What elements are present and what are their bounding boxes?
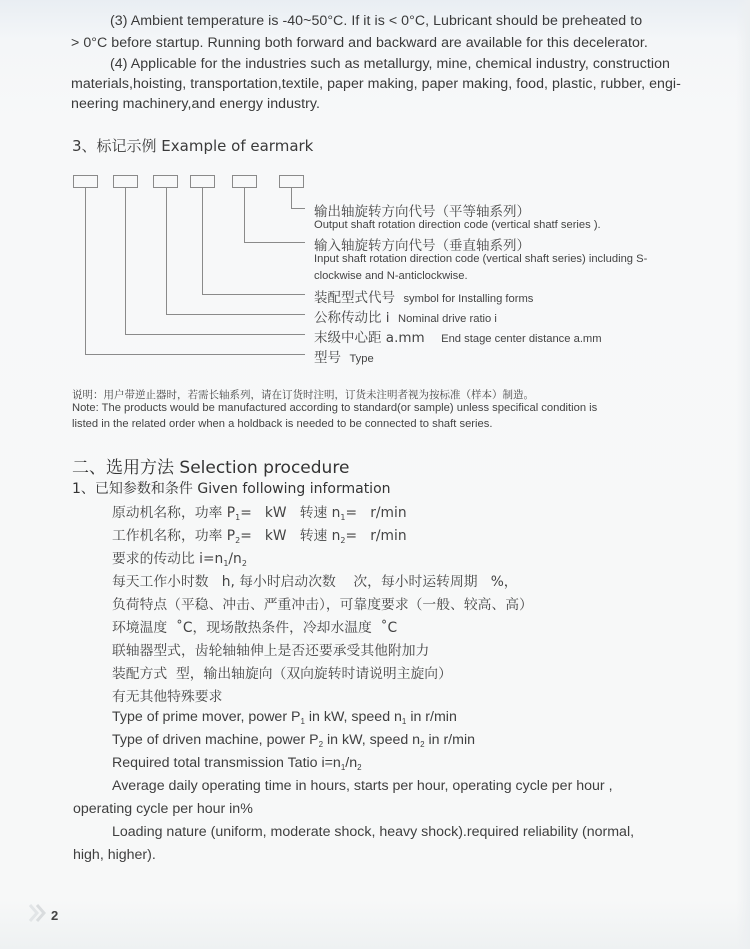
paragraph-3-line-1: (3) Ambient temperature is -40~50°C. If it is < 0°C, Lubricant should be preheated to (110, 13, 643, 29)
label-installing-en: symbol for Installing forms (403, 293, 534, 305)
subscript: 2 (340, 536, 346, 545)
given-line-load-cn: 负荷特点（平稳、冲击、严重冲击），可靠度要求（一般、较高、高） (112, 597, 533, 613)
given-line-load-en-line-1: Loading nature (uniform, moderate shock, heavy shock).required reliability (normal, (112, 824, 635, 840)
subscript: 2 (420, 740, 425, 749)
subscript: 2 (241, 559, 247, 568)
code-box-3 (154, 176, 178, 188)
label-distance-cn: 末级中心距 a.mm (314, 330, 425, 346)
text: Type of driven machine, power P (112, 732, 319, 748)
text: = r/min (345, 528, 407, 544)
paragraph-3-line-2: > 0°C before startup. Running both forward and backward are available for this decelerator. (71, 35, 648, 51)
paragraph-4-line-2: materials,hoisting, transportation,textile, paper making, paper making, food, plastic, rubber, engi- (71, 76, 681, 92)
given-line-ratio-en (112, 755, 362, 771)
leader-line-type (86, 188, 306, 355)
label-output-cn: 输出轴旋转方向代号（平等轴系列） (314, 204, 530, 220)
text: 工作机名称，功率 P (112, 528, 236, 544)
text: 原动机名称，功率 P (112, 505, 236, 521)
label-type-cn: 型号 (314, 350, 341, 366)
label-distance-en: End stage center distance a.mm (441, 333, 602, 345)
paragraph-4-line-1: (4) Applicable for the industries such as metallurgy, mine, chemical industry, construction (110, 56, 670, 72)
subscript: 2 (235, 536, 241, 545)
subscript: 1 (340, 763, 346, 772)
earmark-heading: 3、标记示例 Example of earmark (72, 137, 314, 155)
code-box-6 (280, 176, 304, 188)
given-line-ratio-cn (112, 547, 247, 567)
given-line-special-cn: 有无其他特殊要求 (112, 689, 223, 705)
text: in r/min (424, 732, 475, 748)
text: = kW 转速 n (240, 528, 341, 544)
given-line-prime-mover-cn (112, 501, 407, 521)
page-number: 2 (51, 908, 59, 923)
selection-heading: 二、选用方法 Selection procedure (72, 458, 350, 478)
code-box-2 (114, 176, 138, 188)
paragraph-4-line-3: neering machinery,and energy industry. (71, 96, 321, 112)
text: in kW, speed n (304, 709, 402, 725)
text: 要求的传动比 i=n (112, 551, 224, 567)
label-ratio (314, 306, 497, 327)
text: = r/min (345, 505, 407, 521)
given-line-driven-machine-en (112, 732, 475, 748)
note-cn: 说明：用户带逆止器时，若需长轴系列，请在订货时注明，订货未注明者视为按标准（样本）制造。 (72, 389, 534, 401)
label-input-en-line-1: Input shaft rotation direction code (vertical shaft series) including S- (314, 253, 648, 265)
given-line-assembly-cn: 装配方式 型，输出轴旋向（双向旋转时请说明主旋向） (112, 666, 452, 682)
given-line-coupling-cn: 联轴器型式，齿轮轴轴伸上是否还要承受其他附加力 (112, 643, 430, 659)
code-box-5 (233, 176, 257, 188)
text: = kW 转速 n (240, 505, 341, 521)
given-line-prime-mover-en (112, 709, 457, 725)
text: Required total transmission Tatio i=n (112, 755, 341, 771)
label-installing (314, 286, 533, 307)
given-line-hours-en-line-1: Average daily operating time in hours, starts per hour, operating cycle per hour , (112, 778, 613, 794)
subscript: 1 (300, 717, 305, 726)
text: /n (345, 755, 358, 771)
text: /n (228, 551, 242, 567)
text: in kW, speed n (323, 732, 421, 748)
subscript: 2 (357, 763, 362, 772)
note-en-line-1: Note: The products would be manufactured according to standard(or sample) unless specifical condition is (72, 402, 598, 414)
label-ratio-en: Nominal drive ratio i (398, 313, 497, 325)
label-type (314, 346, 374, 367)
label-input-en-line-2: clockwise and N-anticlockwise. (314, 270, 468, 282)
leader-line-output (292, 188, 306, 209)
label-type-en: Type (349, 353, 374, 365)
label-input-cn: 输入轴旋转方向代号（垂直轴系列） (314, 238, 530, 254)
leader-line-distance (126, 188, 306, 335)
selection-subheading: 1、已知参数和条件 Given following information (72, 481, 391, 497)
subscript: 2 (318, 740, 324, 749)
text: Type of prime mover, power P (112, 709, 301, 725)
double-chevron-right-icon (28, 903, 50, 923)
subscript: 1 (340, 513, 346, 522)
note-en-line-2: listed in the related order when a holdback is needed to be connected to shaft series. (72, 418, 493, 430)
subscript: 1 (401, 717, 407, 726)
subscript: 1 (223, 559, 229, 568)
text: in r/min (406, 709, 457, 725)
code-box-1 (74, 176, 98, 188)
given-line-hours-en-line-2: operating cycle per hour in% (73, 801, 253, 817)
subscript: 1 (235, 513, 241, 522)
leader-line-input (245, 188, 306, 243)
label-distance (314, 326, 602, 347)
code-box-4 (191, 176, 215, 188)
leader-line-ratio (167, 188, 306, 315)
given-line-hours-cn: 每天工作小时数 h, 每小时启动次数 次，每小时运转周期 %， (112, 574, 518, 590)
given-line-load-en-line-2: high, higher). (73, 847, 156, 863)
label-ratio-cn: 公称传动比 i (314, 310, 390, 326)
given-line-temperature-cn: 环境温度 ˚C，现场散热条件，冷却水温度 ˚C (112, 620, 398, 636)
leader-line-installing (203, 188, 306, 295)
label-installing-cn: 装配型式代号 (314, 290, 395, 306)
given-line-driven-machine-cn (112, 524, 407, 544)
label-output-en: Output shaft rotation direction code (vertical shatf series ). (314, 219, 601, 231)
